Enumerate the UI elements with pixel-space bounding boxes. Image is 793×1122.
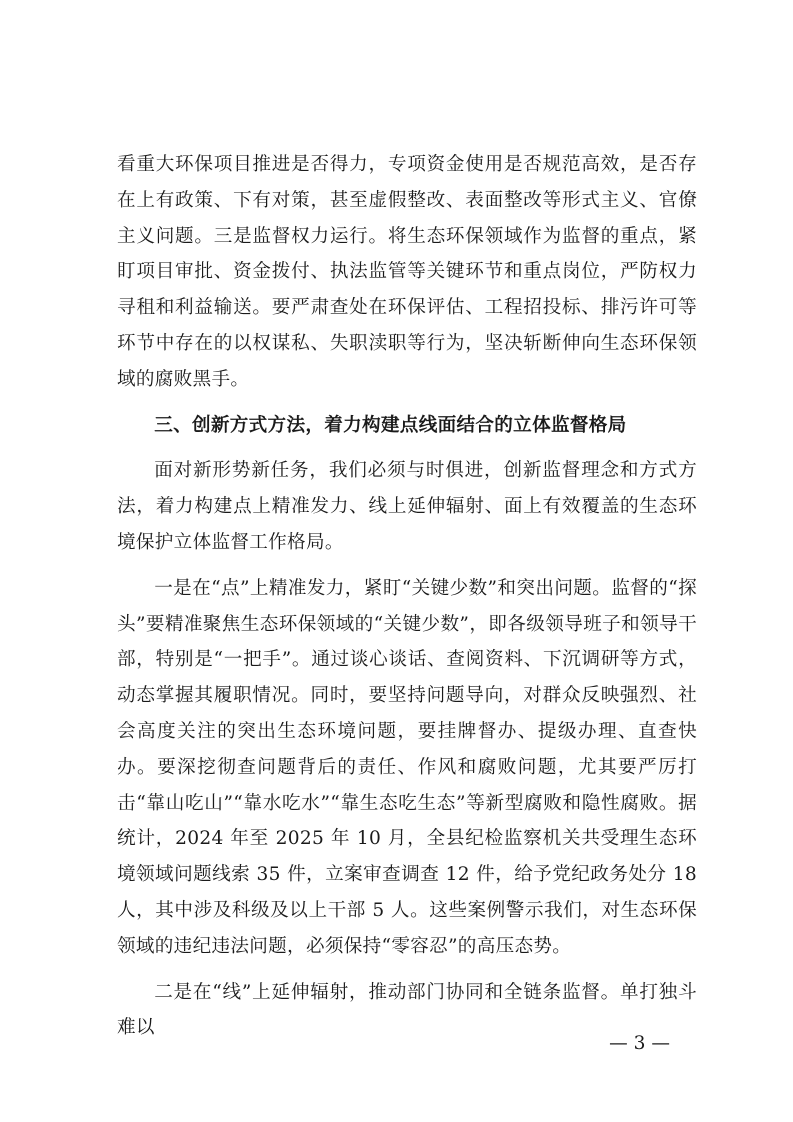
paragraph-point: 一是在“点”上精准发力，紧盯“关键少数”和突出问题。监督的“探头”要精准聚焦生态环保领域的“关键少数”，即各级领导班子和领导干部，特别是“一把手”。通过谈心谈话、查阅资料、下沉调研等方式，动态掌握其履职情况。同时，要坚持问题导向，对群众反映强烈、社会高度关注的突出生态环境问题，要挂牌督办、提级办理、直查快办。要深挖彻查问题背后的责任、作风和腐败问题，尤其要严厉打击“靠山吃山”“靠水吃水”“靠生态吃生态”等新型腐败和隐性腐败。据统计，2024 年至 2025 年 10 月，全县纪检监察机关共受理生态环境领域问题线索 35 件，立案审查调查 12 件，给予党纪政务处分 18 人，其中涉及科级及以上干部 5 人。这些案例警示我们，对生态环保领域的违纪违法问题，必须保持“零容忍”的高压态势。 bbox=[117, 577, 697, 957]
paragraph-continuation: 看重大环保项目推进是否得力，专项资金使用是否规范高效，是否存在上有政策、下有对策，甚至虚假整改、表面整改等形式主义、官僚主义问题。三是监督权力运行。将生态环保领域作为监督的重点，紧盯项目审批、资金拨付、执法监管等关键环节和重点岗位，严防权力寻租和利益输送。要严肃查处在环保评估、工程招投标、排污许可等环节中存在的以权谋私、失职渎职等行为，坚决斩断伸向生态环保领域的腐败黑手。 bbox=[117, 154, 697, 390]
section-heading-three: 三、创新方式方法，着力构建点线面结合的立体监督格局 bbox=[154, 414, 627, 436]
paragraph-line: 二是在“线”上延伸辐射，推动部门协同和全链条监督。单打独斗难以 bbox=[117, 981, 697, 1039]
page-number: — 3 — bbox=[609, 1033, 670, 1054]
paragraph-intro: 面对新形势新任务，我们必须与时俱进，创新监督理念和方式方法，着力构建点上精准发力、线上延伸辐射、面上有效覆盖的生态环境保护立体监督工作格局。 bbox=[117, 460, 697, 553]
paragraph-gap bbox=[117, 443, 697, 453]
document-body bbox=[117, 147, 697, 1046]
paragraph-gap bbox=[117, 965, 697, 975]
paragraph-gap bbox=[117, 398, 697, 408]
paragraph-gap bbox=[117, 561, 697, 571]
